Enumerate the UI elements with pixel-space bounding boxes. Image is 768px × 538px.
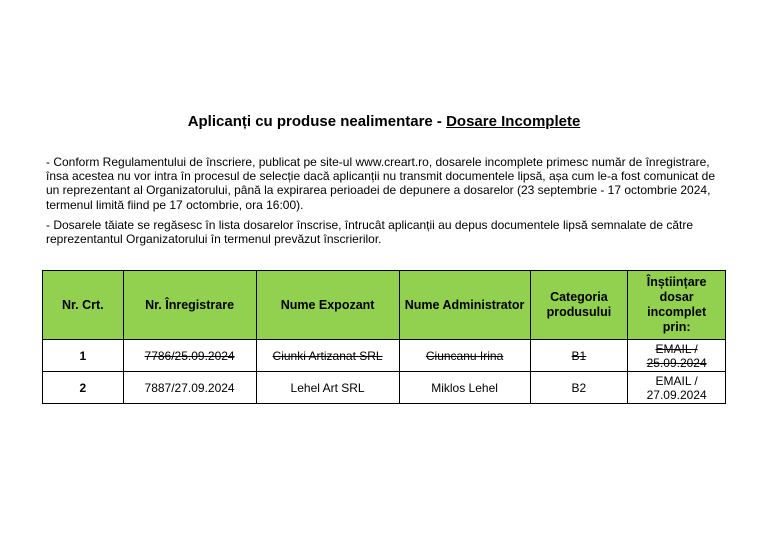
struck-text: 7786/25.09.2024 — [144, 348, 235, 363]
table-header-row — [43, 271, 726, 340]
cell-categoria: B2 — [530, 372, 628, 404]
title-main: Aplicanți cu produse nealimentare - — [187, 113, 447, 130]
cell-instiintare: EMAIL / 27.09.2024 — [628, 372, 726, 404]
header-nr-inregistrare: Nr. Înregistrare — [123, 271, 256, 340]
struck-text: EMAIL / 25.09.2024 — [646, 341, 707, 370]
cell-nume-expozant — [256, 340, 399, 372]
cell-nr-crt: 2 — [43, 372, 124, 404]
table-row — [43, 372, 726, 404]
incomplete-files-table — [42, 270, 726, 404]
cell-nr-inregistrare: 7887/27.09.2024 — [123, 372, 256, 404]
title-highlight: Dosare Incomplete — [446, 113, 581, 130]
cell-nr-inregistrare — [123, 340, 256, 372]
paragraph-struck-files-note: - Dosarele tăiate se regăsesc în lista dosarelor înscrise, întrucât aplicanții au depus documentele lipsă semnalate de către reprezentantul Organizatorului în termenul prevăzut înscrierilor. — [46, 218, 694, 247]
cell-nr-crt: 1 — [43, 340, 124, 372]
header-nr-crt: Nr. Crt. — [43, 271, 124, 340]
cell-nume-expozant: Lehel Art SRL — [256, 372, 399, 404]
cell-nume-administrator: Miklos Lehel — [399, 372, 530, 404]
paragraph-registration-rules: - Conform Regulamentului de înscriere, publicat pe site-ul www.creart.ro, dosarele incomplete primesc număr de înregistrare, însa acestea nu vor intra în procesul de selecție dacă aplicanții nu transmit documentele lipsă, așa cum le-a fost comunicat de un reprezentant al Organizatorului, până la expirarea perioadei de depunere a dosarelor (23 septembrie - 17 octombrie 2024, termenul limită fiind pe 17 octombrie, ora 16:00). — [46, 155, 716, 212]
cell-categoria — [530, 340, 628, 372]
struck-text: Ciunki Artizanat SRL — [272, 348, 383, 363]
cell-instiintare — [628, 340, 726, 372]
cell-nume-administrator — [399, 340, 530, 372]
struck-text: Ciuncanu Irina — [425, 348, 504, 363]
header-categoria-produsului: Categoria produsului — [530, 271, 628, 340]
header-nume-expozant: Nume Expozant — [256, 271, 399, 340]
header-nume-administrator: Nume Administrator — [399, 271, 530, 340]
table-row — [43, 340, 726, 372]
struck-text: B1 — [571, 348, 587, 363]
header-instiintare: Înștiințare dosar incomplet prin: — [628, 271, 726, 340]
document-title — [0, 113, 768, 130]
